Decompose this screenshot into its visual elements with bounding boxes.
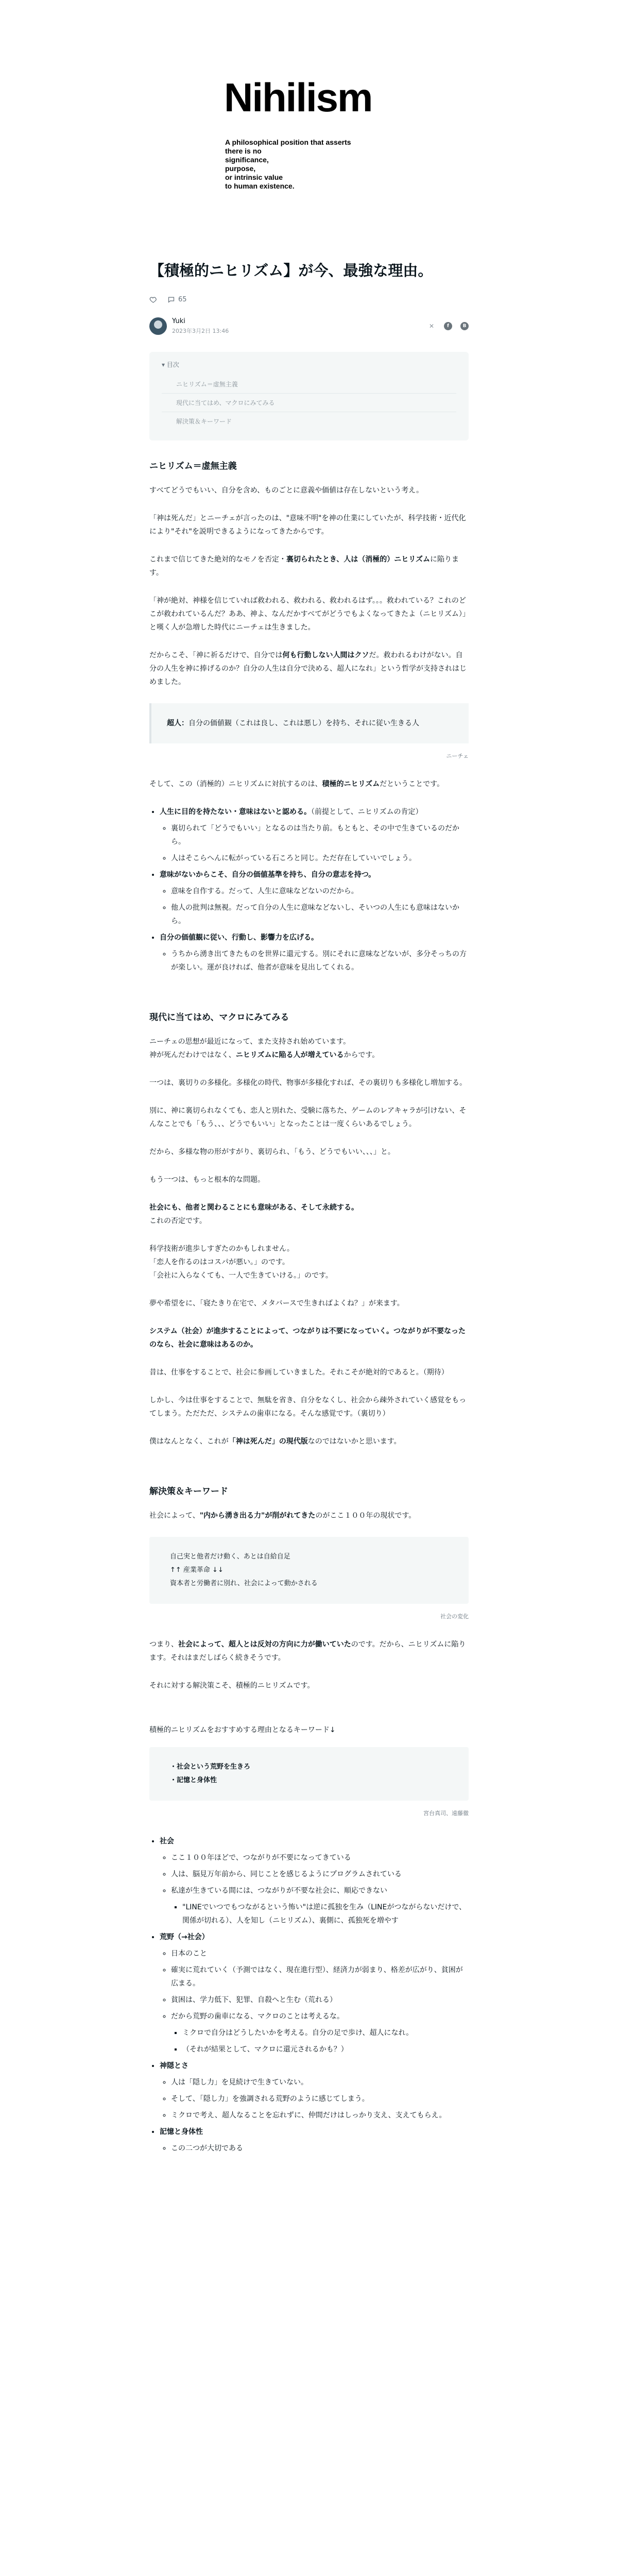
list-item: ▪ （それが結果として、マクロに還元されるかも？） <box>182 2043 469 2056</box>
hatena-icon[interactable]: B <box>460 322 469 330</box>
paragraph: 昔は、仕事をすることで、社会に参画していきました。それこそが絶対的であると。（期待） <box>149 1368 449 1377</box>
section-heading: 現代に当てはめ、マクロにみてみる <box>149 1012 289 1023</box>
list-item: ◦ ここ１００年ほどで、つながりが不要になってきている <box>171 1851 469 1865</box>
paragraph: そして、この（消極的）ニヒリズムに対抗するのは、積極的ニヒリズムだということです。 <box>149 780 444 788</box>
keyword-citation: 宮台真司、遠藤徹 <box>423 1810 469 1817</box>
list-item: • 荒野（→社会） ◦ 日本のこと ◦ 確実に荒れていく（予測ではなく、現在進行型）、経済力が弱まり、格差が広がり、貧困が広まる。 ◦ 貧困は、学力低下、犯罪、自殺へと生む（荒れる） ◦ だから荒野の歯車になる、マクロのことは考えるな。 ▪ ミクロで自分はどうしたいかを考える。自分の足で歩け、超人になれ。 ▪ （それが結果として、マクロに還元されるかも？） <box>160 1930 469 2056</box>
hero-title: Nihilism <box>224 75 372 120</box>
author-name[interactable]: Yuki <box>172 317 185 325</box>
section-heading: ニヒリズム＝虚無主義 <box>149 461 237 471</box>
toc-item[interactable]: 現代に当てはめ、マクロにみてみる <box>162 394 456 412</box>
list-item: ◦ 確実に荒れていく（予測ではなく、現在進行型）、経済力が弱まり、格差が広がり、貧困が広まる。 <box>171 1963 469 1990</box>
list-item: • 自分の価値観に従い、行動し、影響力を広げる。 ◦ うちから湧き出てきたものを世界に還元する。別にそれに意味などないが、多分そっちの方が楽しい。運が良ければ、他者が意味を見出してくれる。 <box>160 931 469 974</box>
paragraph: それに対する解決策こそ、積極的ニヒリズムです。 <box>149 1682 315 1690</box>
list-item: ▪ ミクロで自分はどうしたいかを考える。自分の足で歩け、超人になれ。 <box>182 2026 469 2040</box>
list-item: ◦ ミクロで考え、超人なることを忘れずに、仲間だけはしっかり支え、支えてもらえ。 <box>171 2109 469 2122</box>
author-row <box>149 316 469 336</box>
hero-banner <box>0 0 618 190</box>
avatar[interactable] <box>149 317 167 335</box>
toc-item[interactable]: 解決策＆キーワード <box>176 418 232 425</box>
paragraph: 僕はなんとなく、これが「神は死んだ」の現代版なのではないかと思います。 <box>149 1437 401 1446</box>
paragraph: 「神は死んだ」とニーチェが言ったのは、"意味不明"を神の仕業にしていたが、科学技術・近代化により"それ"を説明できるようになってきたからです。 <box>149 514 466 536</box>
paragraph: だから、多様な物の形がすがり、裏切られ、「もう、どうでもいい、、、」と。 <box>149 1148 395 1156</box>
list-item: • 記憶と身体性 ◦ この二つが大切である <box>160 2125 469 2155</box>
heart-icon <box>149 296 157 303</box>
paragraph: 積極的ニヒリズムをおすすめする理由となるキーワード↓ <box>149 1726 336 1734</box>
toc-heading[interactable]: ▾ 目次 <box>162 361 179 368</box>
keyword-box: ・社会という荒野を生きろ ・記憶と身体性 <box>149 1747 469 1801</box>
paragraph: ニーチェの思想が最近になって、また支持され始めています。 神が死んだわけではなく、ニヒリズムに陥る人が増えているからです。 <box>149 1038 380 1059</box>
twitter-icon[interactable]: ✕ <box>428 323 435 330</box>
article-body <box>149 459 469 2155</box>
paragraph: 一つは、裏切りの多様化。多様化の時代、物事が多様化すれば、その裏切りも多様化し増加する。 <box>149 1079 467 1087</box>
paragraph: 社会にも、他者と関わることにも意味がある、そして永続する。 これの否定です。 <box>149 1204 358 1225</box>
list-item: ◦ 人は「隠し力」を見続けで生きていない。 <box>171 2076 469 2089</box>
list-item: ◦ だから荒野の歯車になる、マクロのことは考えるな。 ▪ ミクロで自分はどうしたいかを考える。自分の足で歩け、超人になれ。 ▪ （それが結果として、マクロに還元されるかも？） <box>171 2010 469 2056</box>
list-item: ◦ 人は、脳見万年前から、同じことを感じるようにプログラムされている <box>171 1868 469 1881</box>
section-heading: 解決策＆キーワード <box>149 1486 228 1497</box>
like-button[interactable] <box>149 296 160 303</box>
list-item: ◦ 貧困は、学力低下、犯罪、自殺へと生む（荒れる） <box>171 1993 469 2007</box>
list-item: ◦ 他人の批判は無視。だって自分の人生に意味などないし、そいつの人生にも意味はないから。 <box>171 901 469 928</box>
paragraph: つまり、社会によって、超人とは反対の方向に力が働いていたのです。だから、ニヒリズムに陥ります。それはまだしばらく続きそうです。 <box>149 1640 466 1662</box>
paragraph: システム（社会）が進歩することによって、つながりは不要になっていく。つながりが不要なったのなら、社会に意味はあるのか。 <box>149 1327 466 1349</box>
list-item: ◦ 人はそこらへんに転がっている石ころと同じ。ただ存在していいでしょう。 <box>171 852 469 865</box>
toc-item[interactable]: ニヒリズム＝虚無主義 <box>162 375 456 394</box>
reactions-bar <box>149 294 469 304</box>
list-item: ◦ この二つが大切である <box>171 2142 469 2155</box>
article-title: 【積極的ニヒリズム】が今、最強な理由。 <box>149 262 433 279</box>
bullet-list <box>160 805 469 974</box>
bullet-list <box>160 1835 469 2155</box>
paragraph: 「神が絶対、神様を信じていれば救われる、救われる、救われるはず。。。救われている？これのどこが救われているんだ？ああ、神よ、なんだかすべてがどうでもよくなってきたよ（ニヒリズム）」と嘆く人が急増した時代にニーチェは生きました。 <box>149 597 466 632</box>
table-of-contents <box>149 352 469 440</box>
author-info[interactable] <box>149 317 229 335</box>
publish-date: 2023年3月2日 13:46 <box>172 328 229 334</box>
list-item: ◦ 裏切られて「どうでもいい」となるのは当たり前。もともと、その中で生きているのだから。 <box>171 822 469 849</box>
article <box>149 260 469 2170</box>
paragraph: 別に、神に裏切られなくても、恋人と別れた、受験に落ちた、ゲームのレアキャラが引けない、そんなことでも「もう、、、どうでもいい」となったことは一度くらいあるでしょう。 <box>149 1107 467 1128</box>
quote-citation: ニーチェ <box>446 753 469 759</box>
comment-count: 65 <box>178 295 187 303</box>
facebook-icon[interactable]: f <box>444 322 452 330</box>
paragraph: しかし、今は仕事をすることで、無駄を省き、自分をなくし、社会から疎外されていく感覚をもってしまう。ただただ、システムの歯車になる。そんな感覚です。（裏切り） <box>149 1396 467 1418</box>
comment-icon <box>167 296 175 303</box>
list-item: • 意味がないからこそ、自分の価値基準を持ち、自分の意志を持つ。 ◦ 意味を自作する。だって、人生に意味などないのだから。 ◦ 他人の批判は無視。だって自分の人生に意味などないし、そいつの人生にも意味はないから。 <box>160 868 469 928</box>
list-item: ◦ 意味を自作する。だって、人生に意味などないのだから。 <box>171 885 469 898</box>
hero-tagline: A philosophical position that asserts there is no significance, purpose, or intrinsic value to human existence. <box>225 138 351 190</box>
paragraph: もう一つは、もっと根本的な問題。 <box>149 1176 265 1184</box>
paragraph: 科学技術が進歩しすぎたのかもしれません。 「恋人を作るのはコスパが悪い。」のです。 「会社に入らなくても、一人で生きていける。」のです。 <box>149 1245 333 1280</box>
list-item: • 神隠とさ ◦ 人は「隠し力」を見続けで生きていない。 ◦ そして、「隠し力」を強調される荒野のように感じてしまう。 ◦ ミクロで考え、超人なることを忘れずに、仲間だけはしっかり支え、支えてもらえ。 <box>160 2059 469 2122</box>
list-item: ◦ 私達が生きている間には、つながりが不要な社会に、順応できない ▪ "LINEでいつでもつながるという怖い"は逆に孤独を生み（LINEがつながらないだけで、関係が切れる）、人を知し（ニヒリズム）、裏側に、孤独死を増やす <box>171 1884 469 1927</box>
list-item: ◦ そして、「隠し力」を強調される荒野のように感じてしまう。 <box>171 2092 469 2106</box>
paragraph: 社会によって、"内から湧き出る力"が削がれてきたのがここ１００年の現状です。 <box>149 1512 416 1520</box>
list-item: ◦ 日本のこと <box>171 1947 469 1960</box>
box-citation: 社会の変化 <box>440 1613 469 1620</box>
share-buttons <box>427 322 469 330</box>
paragraph: だからこそ、「神に祈るだけで、自分では何も行動しない人間はクソだ。救われるわけがない。自分の人生を神に捧げるのか？自分の人生は自分で決める、超人になれ」という哲学が支持されはじめました。 <box>149 651 467 686</box>
list-item: ▪ "LINEでいつでもつながるという怖い"は逆に孤独を生み（LINEがつながらないだけで、関係が切れる）、人を知し（ニヒリズム）、裏側に、孤独死を増やす <box>182 1901 469 1927</box>
info-box: 自己実と他者だけ動く、あとは自給自足 ↑↑ 産業革命 ↓↓ 資本者と労働者に別れ、社会によって動かされる <box>149 1537 469 1604</box>
paragraph: これまで信じてきた絶対的なモノを否定・裏切られたとき、人は（消極的）ニヒリズムに陥ります。 <box>149 555 459 577</box>
list-item: • 社会 ◦ ここ１００年ほどで、つながりが不要になってきている ◦ 人は、脳見万年前から、同じことを感じるようにプログラムされている ◦ 私達が生きている間には、つながりが不要な社会に、順応できない ▪ "LINEでいつでもつながるという怖い"は逆に孤独を生み（LINEがつながらないだけで、関係が切れる）、人を知し（ニヒリズム）、裏側に、孤独死を増やす <box>160 1835 469 1927</box>
paragraph: すべてどうでもいい、自分を含め、ものごとに意義や価値は存在しないという考え。 <box>149 486 423 495</box>
list-item: ◦ うちから湧き出てきたものを世界に還元する。別にそれに意味などないが、多分そっちの方が楽しい。運が良ければ、他者が意味を見出してくれる。 <box>171 947 469 974</box>
comment-button[interactable] <box>167 296 187 303</box>
list-item: • 人生に目的を持たない・意味はないと認める。（前提として、ニヒリズムの肯定） ◦ 裏切られて「どうでもいい」となるのは当たり前。もともと、その中で生きているのだから。 ◦ 人はそこらへんに転がっている石ころと同じ。ただ存在していいでしょう。 <box>160 805 469 865</box>
blockquote: 超人：自分の価値観（これは良し、これは悪し）を持ち、それに従い生きる人 <box>149 703 469 743</box>
paragraph: 夢や希望をに、「寝たきり在宅で、メタバースで生きればよくね？」が来ます。 <box>149 1299 404 1308</box>
